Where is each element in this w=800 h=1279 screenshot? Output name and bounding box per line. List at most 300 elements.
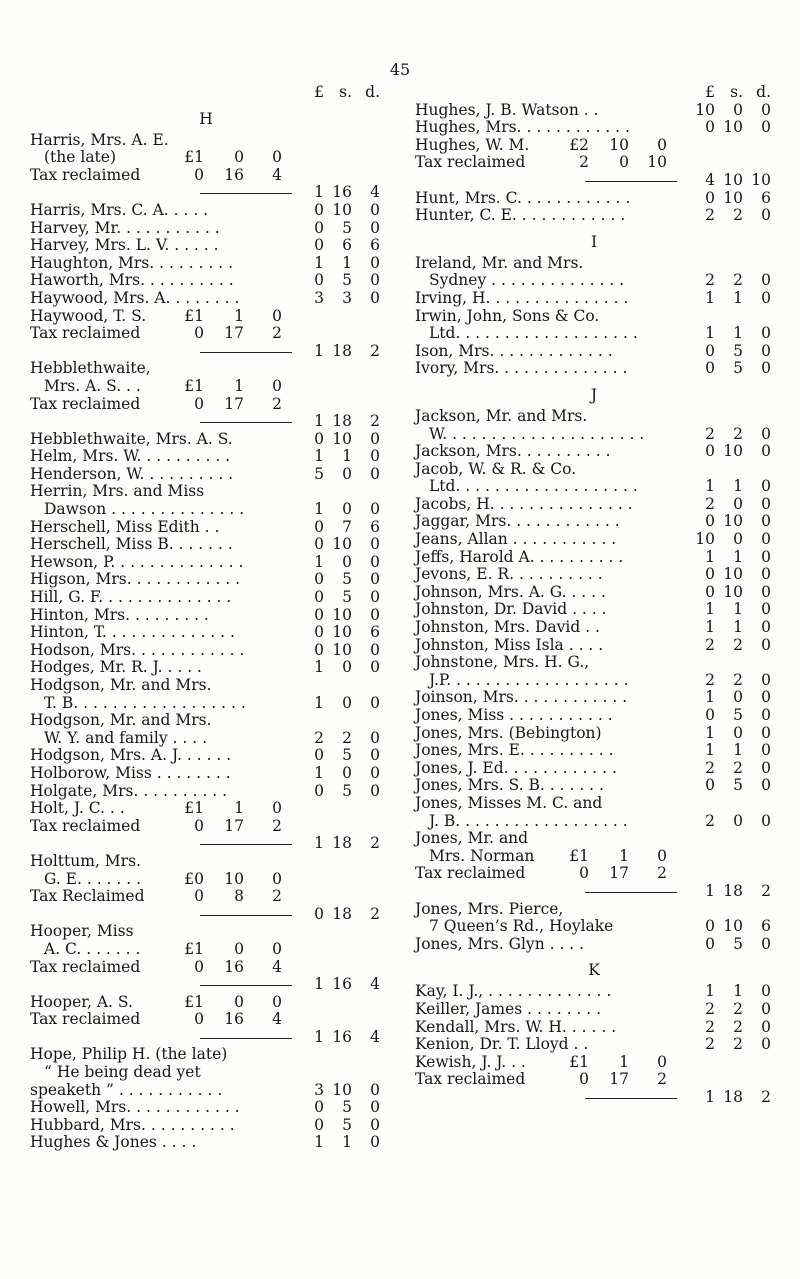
entry-row — [30, 1082, 382, 1100]
entry-row — [415, 531, 773, 549]
amount-p: 0 — [705, 565, 715, 584]
entry-row — [30, 519, 382, 537]
entry-row — [415, 936, 773, 954]
entry-row — [415, 566, 773, 584]
entry-row — [30, 765, 382, 783]
amount — [298, 571, 382, 589]
amount-s: 0 — [733, 723, 743, 742]
amount-p: 0 — [579, 864, 589, 883]
amount-p: 2 — [705, 1035, 715, 1054]
amount — [689, 566, 773, 584]
amount — [689, 102, 773, 120]
entry-row — [415, 795, 773, 813]
amount-p: £1 — [184, 992, 204, 1011]
amount-p: 2 — [705, 758, 715, 777]
entry-row — [30, 202, 382, 220]
entry-name: Dawson . . . . . . . . . . . . . . — [44, 500, 245, 519]
entry-name: (the late) — [44, 148, 117, 167]
entry-name: T. B. . . . . . . . . . . . . . . . . . — [44, 693, 246, 712]
amount — [298, 519, 382, 537]
amount-s: 1 — [733, 600, 743, 619]
amount-d: 0 — [370, 271, 380, 290]
total-rule — [200, 915, 292, 916]
amount — [298, 343, 382, 361]
entry-name: Jones, Misses M. C. and — [415, 793, 603, 812]
amount-d: 2 — [370, 834, 380, 853]
amount-p: 0 — [314, 570, 324, 589]
entry-name: Jevons, E. R. . . . . . . . . . — [415, 565, 603, 584]
sub-entry-row — [30, 167, 382, 185]
entry-row — [30, 624, 382, 642]
amount — [298, 554, 382, 572]
entry-name: Ison, Mrs. . . . . . . . . . . . . — [415, 341, 613, 360]
sub-entry-row — [30, 994, 382, 1012]
amount — [689, 760, 773, 778]
amount-p: 0 — [314, 218, 324, 237]
entry-name: Jackson, Mr. and Mrs. — [415, 406, 588, 425]
amount-s: 10 — [332, 623, 352, 642]
entry-row — [30, 237, 382, 255]
total-rule — [200, 985, 292, 986]
amount-p: 0 — [314, 1098, 324, 1117]
amount-s: 16 — [332, 975, 352, 994]
sub-entry-row — [415, 1071, 773, 1089]
amount-d: 0 — [370, 429, 380, 448]
entry-name: Hooper, A. S. — [30, 992, 133, 1011]
entry-row — [415, 777, 773, 795]
amount — [298, 536, 382, 554]
amount-d: 0 — [761, 1017, 771, 1036]
entry-name: Jacob, W. & R. & Co. — [415, 459, 577, 478]
currency-header-s: s. — [339, 83, 352, 101]
entry-name: Tax reclaimed — [415, 1070, 526, 1089]
amount-d: 0 — [761, 547, 771, 566]
entry-row — [415, 672, 773, 690]
amount-p: 1 — [705, 477, 715, 496]
amount-s: 5 — [342, 781, 352, 800]
amount-p: 1 — [314, 552, 324, 571]
entry-name: Jackson, Mrs. . . . . . . . . . — [415, 442, 611, 461]
entry-name: Tax reclaimed — [30, 165, 141, 184]
amount-p: 0 — [579, 1070, 589, 1089]
amount — [689, 325, 773, 343]
amount-s: 2 — [733, 206, 743, 225]
entry-name: Holborow, Miss . . . . . . . . — [30, 763, 231, 782]
entry-row — [415, 654, 773, 672]
amount-d: 0 — [761, 982, 771, 1001]
amount-d: 0 — [370, 746, 380, 765]
amount-d: 0 — [761, 424, 771, 443]
entry-row — [415, 1001, 773, 1019]
amount-s: 16 — [332, 183, 352, 202]
amount-p: 1 — [705, 881, 715, 900]
total-rule — [200, 422, 292, 423]
entry-name: Hubbard, Mrs. . . . . . . . . . — [30, 1115, 235, 1134]
amount-p: 0 — [705, 917, 715, 936]
amount-s: 0 — [733, 530, 743, 549]
amount-p: 0 — [194, 816, 204, 835]
amount — [689, 883, 773, 901]
amount-d: 0 — [761, 758, 771, 777]
amount-d: 0 — [761, 688, 771, 707]
amount — [298, 730, 382, 748]
amount-s: 17 — [224, 394, 244, 413]
amount-p: 1 — [705, 982, 715, 1001]
entry-name: Hope, Philip H. (the late) — [30, 1045, 228, 1064]
amount — [689, 343, 773, 361]
entry-row — [30, 501, 382, 519]
entry-name: Kay, I. J., . . . . . . . . . . . . . — [415, 982, 612, 1001]
sub-entry-row — [415, 154, 773, 172]
amount-p: 2 — [705, 271, 715, 290]
amount — [689, 531, 773, 549]
amount-s: 5 — [342, 271, 352, 290]
entry-row — [415, 918, 773, 936]
amount — [689, 190, 773, 208]
entry-row — [415, 190, 773, 208]
amount — [298, 783, 382, 801]
entry-row — [30, 536, 382, 554]
amount — [298, 255, 382, 273]
entry-row — [415, 478, 773, 496]
amount — [689, 936, 773, 954]
amount-d: 0 — [657, 1052, 667, 1071]
amount-d: 0 — [761, 635, 771, 654]
entry-name: Johnstone, Mrs. H. G., — [415, 653, 590, 672]
total-row — [415, 1089, 773, 1107]
amount-p: 2 — [705, 670, 715, 689]
entry-row — [415, 742, 773, 760]
amount — [689, 777, 773, 795]
amount — [689, 172, 773, 190]
amount — [298, 1082, 382, 1100]
entry-row — [30, 132, 382, 150]
amount-p: 4 — [705, 170, 715, 189]
amount-s: 6 — [342, 236, 352, 255]
amount-s: 10 — [723, 188, 743, 207]
entry-name: speaketh ” . . . . . . . . . . . — [30, 1080, 223, 1099]
amount-p: 0 — [314, 623, 324, 642]
amount-d: 0 — [761, 477, 771, 496]
amount-p: 1 — [705, 324, 715, 343]
amount-s: 0 — [342, 552, 352, 571]
amount-p: 1 — [314, 183, 324, 202]
entry-row — [30, 783, 382, 801]
amount-p: 0 — [705, 188, 715, 207]
entry-name: Haywood, T. S. — [30, 306, 147, 325]
amount-s: 18 — [332, 904, 352, 923]
amount-p: 1 — [705, 547, 715, 566]
entry-row — [415, 689, 773, 707]
amount-p: 1 — [705, 688, 715, 707]
entry-name: Tax Reclaimed — [30, 887, 145, 906]
amount-s: 1 — [619, 846, 629, 865]
entry-row — [30, 290, 382, 308]
currency-header-s: s. — [730, 83, 743, 101]
amount-s: 0 — [733, 100, 743, 119]
entry-name: Hebblethwaite, Mrs. A. S. — [30, 429, 233, 448]
amount-s: 10 — [332, 200, 352, 219]
entry-row — [30, 1064, 382, 1082]
amount-s: 10 — [723, 582, 743, 601]
amount-d: 0 — [761, 670, 771, 689]
amount-s: 5 — [733, 359, 743, 378]
amount-d: 0 — [761, 1035, 771, 1054]
entry-row — [415, 290, 773, 308]
entry-row — [415, 496, 773, 514]
amount-p: 0 — [705, 341, 715, 360]
amount-d: 2 — [272, 816, 282, 835]
amount — [689, 290, 773, 308]
amount-d: 0 — [370, 1098, 380, 1117]
entry-row — [30, 1046, 382, 1064]
amount-s: 2 — [733, 999, 743, 1018]
amount-p: £1 — [184, 376, 204, 395]
amount-s: 10 — [723, 170, 743, 189]
entry-row — [415, 549, 773, 567]
sub-entry-row — [415, 1054, 773, 1072]
amount-d: 0 — [761, 288, 771, 307]
amount-d: 0 — [761, 600, 771, 619]
amount-s: 1 — [733, 477, 743, 496]
amount-d: 0 — [370, 693, 380, 712]
entry-name: Hinton, Mrs. . . . . . . . . — [30, 605, 209, 624]
amount-d: 0 — [761, 934, 771, 953]
amount-d: 0 — [370, 500, 380, 519]
entry-name: Johnson, Mrs. A. G. . . . . — [415, 582, 606, 601]
entry-name: Sydney . . . . . . . . . . . . . . — [429, 271, 625, 290]
entry-name: Herrin, Mrs. and Miss — [30, 482, 205, 501]
amount-s: 0 — [733, 688, 743, 707]
entry-name: Harris, Mrs. A. E. — [30, 130, 169, 149]
amount-s: 1 — [733, 982, 743, 1001]
entry-name: Hughes & Jones . . . . — [30, 1133, 197, 1152]
amount-d: 0 — [370, 218, 380, 237]
entry-name: Hunter, C. E. . . . . . . . . . . . — [415, 206, 626, 225]
amount — [689, 272, 773, 290]
amount-p: 0 — [314, 781, 324, 800]
sub-entry-row — [415, 137, 773, 155]
right-column — [415, 84, 773, 1106]
entry-name: Johnston, Mrs. David . . — [415, 618, 600, 637]
amount-d: 0 — [370, 552, 380, 571]
currency-header-p: £ — [705, 83, 715, 101]
entry-row — [30, 431, 382, 449]
entry-name: Helm, Mrs. W. . . . . . . . . . — [30, 447, 231, 466]
entry-name: Tax reclaimed — [30, 1010, 141, 1029]
amount-p: £1 — [184, 799, 204, 818]
entry-row — [30, 853, 382, 871]
entry-row — [30, 607, 382, 625]
entry-name: Hughes, Mrs. . . . . . . . . . . . — [415, 118, 630, 137]
sub-entry-row — [30, 871, 382, 889]
total-rule — [200, 844, 292, 845]
amount-p: 0 — [705, 442, 715, 461]
entry-name: Tax reclaimed — [415, 864, 526, 883]
entry-name: Kenion, Dr. T. Lloyd . . — [415, 1035, 589, 1054]
entry-name: Hughes, W. M. — [415, 135, 530, 154]
amount — [689, 584, 773, 602]
currency-header — [415, 84, 773, 102]
amount-s: 2 — [733, 758, 743, 777]
total-rule — [585, 181, 677, 182]
amount-p: 0 — [705, 359, 715, 378]
amount-d: 0 — [272, 306, 282, 325]
amount — [298, 220, 382, 238]
amount — [689, 601, 773, 619]
amount-d: 0 — [370, 588, 380, 607]
amount-s: 5 — [342, 1115, 352, 1134]
amount-s: 0 — [342, 763, 352, 782]
entry-name: Tax reclaimed — [30, 957, 141, 976]
entry-name: Jones, J. Ed. . . . . . . . . . . . — [415, 758, 617, 777]
amount-s: 2 — [342, 728, 352, 747]
amount-s: 1 — [619, 1052, 629, 1071]
entry-row — [415, 725, 773, 743]
amount-d: 4 — [272, 165, 282, 184]
amount — [689, 478, 773, 496]
amount-p: 2 — [705, 424, 715, 443]
amount-d: 0 — [272, 799, 282, 818]
amount-d: 0 — [272, 148, 282, 167]
amount-s: 16 — [224, 957, 244, 976]
amount-p: 1 — [314, 658, 324, 677]
amount-s: 10 — [332, 640, 352, 659]
amount — [298, 501, 382, 519]
amount-d: 4 — [370, 183, 380, 202]
entry-name: Hebblethwaite, — [30, 359, 151, 378]
amount-s: 17 — [224, 816, 244, 835]
amount-s: 1 — [342, 253, 352, 272]
amount-s: 17 — [609, 1070, 629, 1089]
entry-row — [30, 554, 382, 572]
entry-row — [30, 466, 382, 484]
amount-d: 0 — [272, 376, 282, 395]
amount-d: 2 — [657, 1070, 667, 1089]
entry-name: Jones, Mr. and — [415, 829, 529, 848]
entry-row — [30, 1099, 382, 1117]
amount-s: 10 — [609, 135, 629, 154]
entry-row — [30, 747, 382, 765]
sub-entry-row — [30, 325, 382, 343]
left-column — [30, 84, 382, 1152]
amount — [298, 765, 382, 783]
amount-d: 0 — [370, 763, 380, 782]
amount-d: 0 — [370, 728, 380, 747]
sub-entry-row — [30, 959, 382, 977]
amount — [298, 237, 382, 255]
amount-s: 18 — [332, 341, 352, 360]
amount-p: £1 — [184, 148, 204, 167]
amount-p: 1 — [705, 618, 715, 637]
amount — [689, 918, 773, 936]
amount-d: 2 — [761, 881, 771, 900]
entry-row — [30, 571, 382, 589]
amount-p: 1 — [314, 412, 324, 431]
amount-s: 0 — [342, 693, 352, 712]
entry-name: Jones, Mrs. Glyn . . . . — [415, 934, 585, 953]
amount-s: 10 — [723, 512, 743, 531]
entry-name: Hooper, Miss — [30, 922, 134, 941]
amount-d: 0 — [761, 100, 771, 119]
amount-p: 1 — [314, 763, 324, 782]
entry-name: Holt, J. C. . . — [30, 799, 125, 818]
entry-row — [415, 255, 773, 273]
amount-p: 0 — [705, 706, 715, 724]
entry-row — [415, 760, 773, 778]
entry-name: Irwin, John, Sons & Co. — [415, 306, 600, 325]
amount-p: 0 — [314, 429, 324, 448]
section-letter-text: J — [590, 385, 598, 404]
amount — [298, 290, 382, 308]
amount-p: 5 — [314, 464, 324, 483]
amount-s: 5 — [733, 776, 743, 795]
amount-p: 1 — [705, 1087, 715, 1106]
entry-name: Johnston, Miss Isla . . . . — [415, 635, 604, 654]
currency-header-cells — [689, 84, 773, 102]
section-letter-text: I — [590, 232, 598, 251]
entry-name: Hodgson, Mrs. A. J. . . . . . — [30, 746, 232, 765]
entry-row — [415, 813, 773, 831]
amount-p: 1 — [705, 723, 715, 742]
sub-entry-row — [415, 865, 773, 883]
entry-name: Hill, G. F. . . . . . . . . . . . . . — [30, 588, 232, 607]
amount-s: 0 — [234, 992, 244, 1011]
amount — [689, 1089, 773, 1107]
amount-p: 0 — [314, 200, 324, 219]
amount-p: 0 — [314, 746, 324, 765]
amount-s: 1 — [342, 1133, 352, 1152]
amount-d: 0 — [370, 288, 380, 307]
entry-name: Ireland, Mr. and Mrs. — [415, 253, 584, 272]
entry-row — [415, 707, 773, 725]
amount-d: 0 — [761, 741, 771, 760]
total-row — [30, 906, 382, 924]
amount-s: 2 — [733, 1035, 743, 1054]
amount-p: £0 — [184, 869, 204, 888]
amount-d: 4 — [272, 957, 282, 976]
entry-row — [30, 483, 382, 501]
amount-p: 0 — [194, 957, 204, 976]
total-rule — [585, 892, 677, 893]
entry-name: 7 Queen’s Rd., Hoylake — [429, 917, 614, 936]
sub-entry-row — [30, 941, 382, 959]
amount — [689, 1001, 773, 1019]
amount-s: 2 — [733, 271, 743, 290]
entry-name: Jeffs, Harold A. . . . . . . . . . — [415, 547, 624, 566]
total-rule — [585, 1098, 677, 1099]
entry-name: Hughes, J. B. Watson . . — [415, 100, 599, 119]
amount — [298, 642, 382, 660]
amount-d: 0 — [761, 723, 771, 742]
entry-name: Irving, H. . . . . . . . . . . . . . . — [415, 288, 629, 307]
amount-s: 2 — [733, 635, 743, 654]
amount — [298, 624, 382, 642]
total-row — [30, 1029, 382, 1047]
amount-d: 0 — [761, 359, 771, 378]
entry-name: Jones, Mrs. (Bebington) — [415, 723, 602, 742]
amount-d: 4 — [370, 975, 380, 994]
amount — [689, 1036, 773, 1054]
amount — [689, 689, 773, 707]
entry-row — [415, 830, 773, 848]
entry-name: Hodges, Mr. R. J. . . . . — [30, 658, 202, 677]
entry-name: Ltd. . . . . . . . . . . . . . . . . . . — [429, 477, 638, 496]
amount-p: 1 — [314, 341, 324, 360]
amount-d: 0 — [761, 618, 771, 637]
amount-p: 0 — [314, 588, 324, 607]
amount-p: £1 — [569, 846, 589, 865]
